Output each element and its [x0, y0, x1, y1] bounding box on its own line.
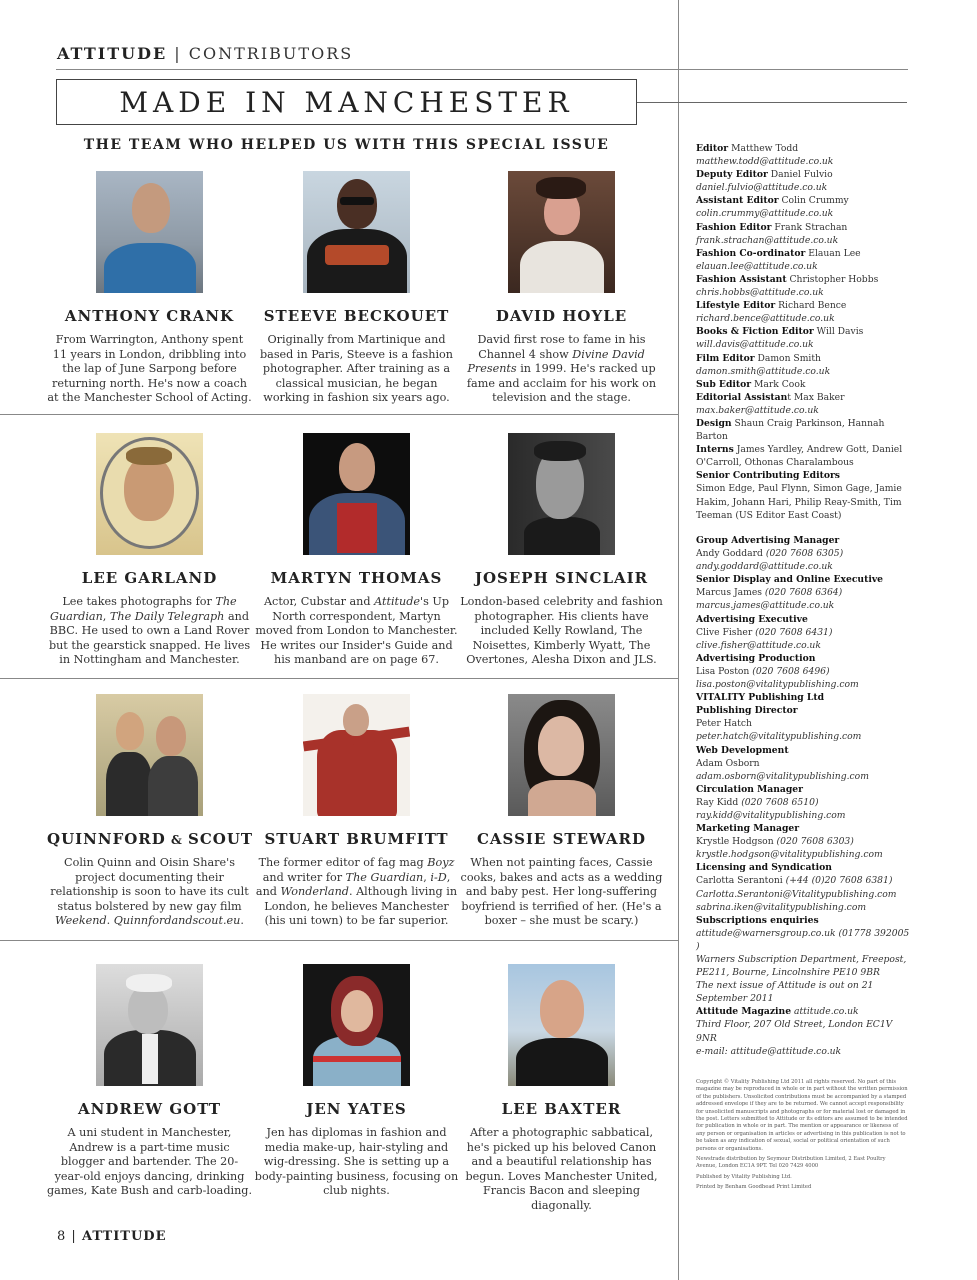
masthead-editorial: Editor Matthew Todd matthew.todd@attitude.co.uk Deputy Editor Daniel Fulvio daniel.fulvio@attitude.co.uk Assistant Editor Colin Crummy colin.crummy@attitude.co.uk Fashion Editor Frank Strachan frank.strachan@attitude.co.uk Fashion Co-ordinator Elauan Lee elauan.lee@attitude.co.uk Fashion Assistant Christopher Hobbs chris.hobbs@attitude.co.uk Lifestyle Editor Richard Bence richard.bence@attitude.co.uk Books & Fiction Editor Will Davis will.davis@attitude.co.uk Film Editor Damon Smith damon.smith@attitude.co.uk Sub Editor Mark Cook Editorial Assistant Max Baker max.baker@attitude.co.uk Design Shaun Craig Parkinson, Hannah Barton Interns James Yardley, Andrew Gott, Daniel O'Carroll, Othonas Charalambous Senior Contributing Editors Simon Edge, Paul Flynn, Simon Gage, Jamie Hakim, Johann Hari, Philip Reay-Smith, Tim Teeman (US Editor East Coast) [696, 143, 903, 521]
title-box [56, 79, 637, 125]
page-number: 8 [57, 1229, 67, 1244]
contributor-name: MARTYN THOMAS [270, 569, 443, 587]
contributor-card [254, 964, 459, 1199]
contributor-bio: The former editor of fag mag Boyz and writer for The Guardian, i-D, and Wonderland. Although living in London, he believes Manchester (his uni town) to be far superior. [255, 856, 458, 928]
contributor-photo [96, 171, 203, 293]
contributor-bio: David first rose to fame in his Channel 4 show Divine David Presents in 1999. He's racked up fame and acclaim for his work on television and the stage. [466, 333, 657, 405]
contributor-photo [508, 433, 615, 555]
contributor-photo [303, 171, 410, 293]
contributor-name: QUINNFORD & SCOUT [47, 830, 254, 848]
contributor-photo [96, 433, 203, 555]
contributor-photo [303, 694, 410, 816]
contributor-bio: London-based celebrity and fashion photographer. His clients have included Kelly Rowland, The Noisettes, Kimberly Wyatt, The Overtones, Alesha Dixon and JLS. [460, 595, 663, 667]
contributor-name: CASSIE STEWARD [476, 830, 646, 848]
contributor-photo [508, 694, 615, 816]
contributor-card [254, 433, 459, 668]
contributor-card [459, 433, 664, 668]
contributor-name: DAVID HOYLE [495, 307, 628, 325]
section-label [57, 44, 353, 63]
title-rule [637, 102, 907, 103]
contributor-card [47, 964, 252, 1199]
contributor-bio: Colin Quinn and Oisin Share's project documenting their relationship is soon to have its cult status bolstered by new gay film Weekend. Quinnfordandscout.eu. [50, 856, 249, 928]
contributor-name: LEE GARLAND [81, 569, 218, 587]
contributor-card [459, 171, 664, 406]
column-divider [678, 0, 679, 1280]
subsection-name: CONTRIBUTORS [188, 44, 354, 63]
header-rule [56, 69, 908, 70]
contributor-photo [303, 433, 410, 555]
masthead-business: Group Advertising Manager Andy Goddard (020 7608 6305) andy.goddard@attitude.co.uk Senior Display and Online Executive Marcus James (020 7608 6364) marcus.james@attitude.co.uk Advertising Executive Clive Fisher (020 7608 6431) clive.fisher@attitude.co.uk Advertising Production Lisa Poston (020 7608 6496) lisa.poston@vitalitypublishing.com VITALITY Publishing Ltd Publishing Director Peter Hatch peter.hatch@vitalitypublishing.com Web Development Adam Osborn adam.osborn@vitalitypublishing.com Circulation Manager Ray Kidd (020 7608 6510) ray.kidd@vitalitypublishing.com Marketing Manager Krystle Hodgson (020 7608 6303) krystle.hodgson@vitalitypublishing.com Licensing and Syndication Carlotta Serantoni (+44 (0)20 7608 6381) Carlotta.Serantoni@Vitalitypublishing.com sabrina.iken@vitalitypublishing.com Subscriptions enquiries attitude@warnersgroup.co.uk (01778 392005 ) Warners Subscription Department, Freepost, PE211, Bourne, Lincolnshire PE10 9BR The next issue of Attitude is out on 21 September 2011 Attitude Magazine attitude.co.uk Third Floor, 207 Old Street, London EC1V 9NR e-mail: attitude@attitude.co.uk [696, 535, 910, 1057]
contributor-card [254, 171, 459, 406]
contributor-name: ANTHONY CRANK [64, 307, 235, 325]
page-subtitle: THE TEAM WHO HELPED US WITH THIS SPECIAL ISSUE [83, 137, 610, 153]
contributor-bio: Actor, Cubstar and Attitude's Up North correspondent, Martyn moved from London to Manchester. He writes our Insider's Guide and his manband are on page 67. [255, 595, 458, 667]
contributor-bio: Originally from Martinique and based in Paris, Steeve is a fashion photographer. After training as a classical musician, he began working in fashion six years ago. [259, 333, 453, 405]
contributor-card [47, 433, 252, 668]
contributor-bio: From Warrington, Anthony spent 11 years in London, dribbling into the lap of June Sarpong before returning north. He's now a coach at the Manchester School of Acting. [47, 333, 252, 405]
row-divider [0, 414, 678, 415]
contributor-card [47, 171, 252, 406]
contributor-photo [508, 964, 615, 1086]
contributor-bio: After a photographic sabbatical, he's picked up his beloved Canon and a beautiful relationship has begun. Loves Manchester United, Francis Bacon and sleeping diagonally. [465, 1126, 658, 1212]
contributor-photo [508, 171, 615, 293]
row-divider [0, 940, 678, 941]
contributor-name: LEE BAXTER [501, 1100, 622, 1118]
contributor-name: ANDREW GOTT [78, 1100, 221, 1118]
page-footer: 8 | ATTITUDE [57, 1229, 167, 1244]
contributor-photo [303, 964, 410, 1086]
contributor-card [254, 694, 459, 929]
section-name: ATTITUDE [57, 44, 168, 63]
contributor-bio: A uni student in Manchester, Andrew is a part-time music blogger and bartender. The 20-year-old enjoys dancing, drinking games, Kate Bush and carb-loading. [47, 1126, 253, 1198]
contributor-name: STEEVE BECKOUET [263, 307, 450, 325]
footer-brand: ATTITUDE [81, 1229, 167, 1244]
contributor-card [459, 964, 664, 1214]
contributor-bio: Lee takes photographs for The Guardian, The Daily Telegraph and BBC. He used to own a Land Rover but the gearstick snapped. He lives in Nottingham and Manchester. [48, 595, 251, 667]
contributor-card [459, 694, 664, 929]
contributor-name: JOSEPH SINCLAIR [474, 569, 649, 587]
contributor-photo [96, 694, 203, 816]
contributor-name: JEN YATES [306, 1100, 407, 1118]
contributor-bio: Jen has diplomas in fashion and media make-up, hair-styling and wig-dressing. She is setting up a body-painting business, focusing on club nights. [254, 1126, 459, 1198]
contributor-card [47, 694, 252, 929]
copyright-notice: Copyright © Vitality Publishing Ltd 2011 all rights reserved. No part of this magazine may be reproduced in whole or in part without the written permission of the publishers. Unsolicited contributions must be accompanied by a stamped addressed envelope if they are to be returned. We cannot accept responsibility for unsolicited manuscripts and photographs or for material lost or damaged in the post. Letters submitted to Attitude or its editors are assumed to be intended for publication in whole or in part. The mention or appearance or likeness of any person or organisation in articles or advertising in this publication is not to be taken as any indication of sexual, social or political orientation of such persons or organisations. Newstrade distribution by Seymour Distribution Limited, 2 East Poultry Avenue, London EC1A 9PT. Tel 020 7429 4000 Published by Vitality Publishing Ltd. Printed by Benham Goodhead Print Limited [696, 1079, 908, 1191]
contributor-name: STUART BRUMFITT [264, 830, 449, 848]
contributor-photo [96, 964, 203, 1086]
contributor-bio: When not painting faces, Cassie cooks, bakes and acts as a wedding and baby pest. Her long-suffering boyfriend is terrified of her. (He's a boxer – she must be scary.) [460, 856, 663, 928]
section-separator: | [167, 44, 189, 63]
page-title: MADE IN MANCHESTER [119, 86, 574, 119]
row-divider [0, 678, 678, 679]
